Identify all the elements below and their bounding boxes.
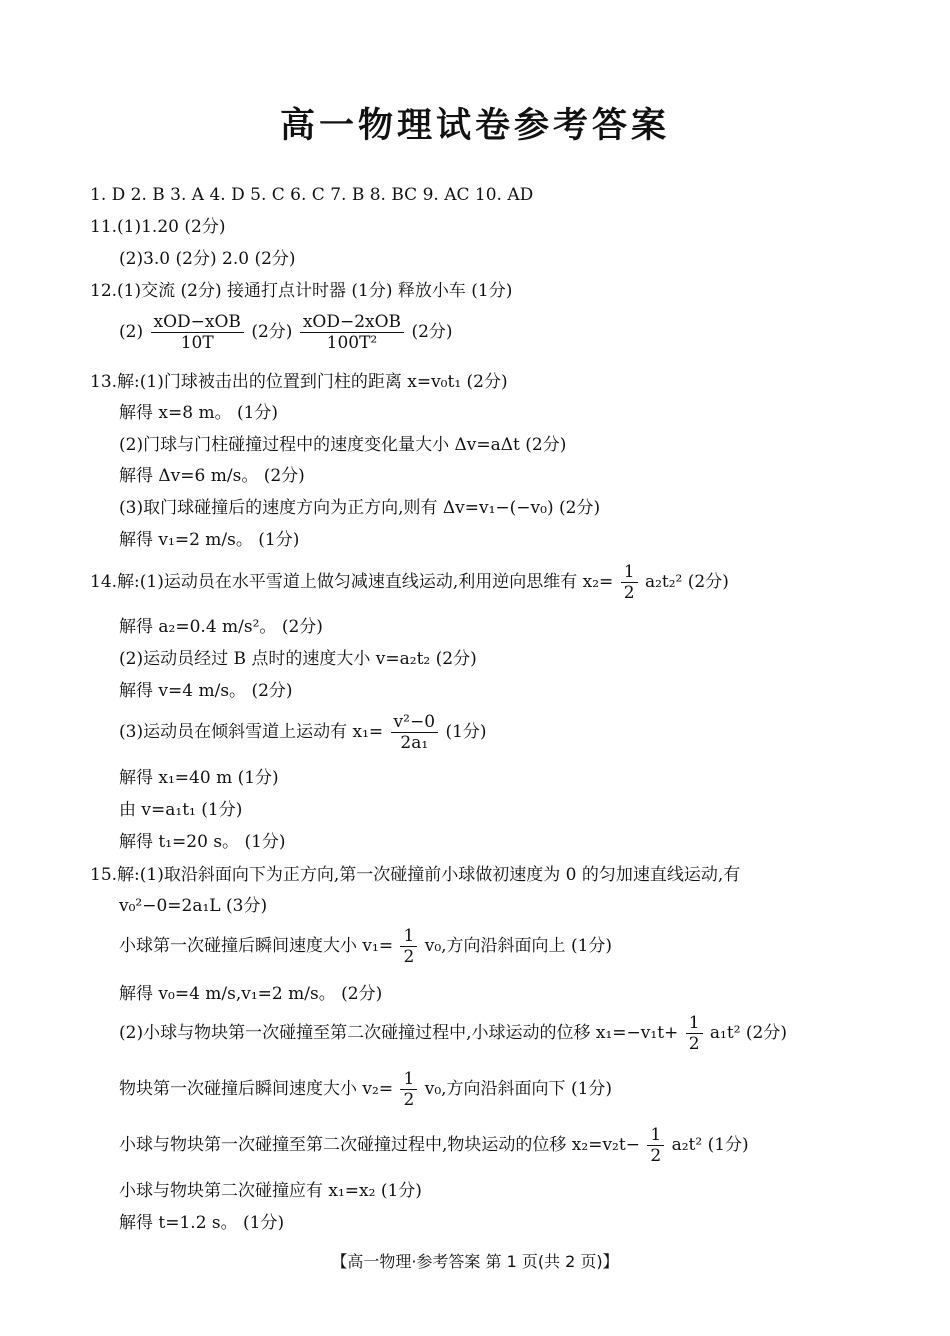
fraction xyxy=(400,926,417,967)
formula-prefix: 14.解:(1)运动员在水平雪道上做匀减速直线运动,利用逆向思维有 x₂= xyxy=(90,572,614,592)
answer-line: 解得 v=4 m/s。 (2分) xyxy=(119,681,293,701)
answer-line-formula xyxy=(119,1013,787,1054)
answer-line: 15.解:(1)取沿斜面向下为正方向,第一次碰撞前小球做初速度为 0 的匀加速直线运动,有 xyxy=(90,865,741,885)
formula-prefix: 物块第一次碰撞后瞬间速度大小 v₂= xyxy=(119,1079,394,1099)
answer-line: 解得 x₁=40 m (1分) xyxy=(119,768,279,788)
answer-line: 1. D 2. B 3. A 4. D 5. C 6. C 7. B 8. BC 9. AC 10. AD xyxy=(90,185,534,205)
fraction-denominator: 2 xyxy=(403,947,415,967)
answer-line: (2)门球与门柱碰撞过程中的速度变化量大小 Δv=aΔt (2分) xyxy=(119,435,567,455)
formula-suffix: v₀,方向沿斜面向上 (1分) xyxy=(424,936,613,956)
fraction-denominator: 2 xyxy=(688,1034,700,1054)
answer-line: (2)3.0 (2分) 2.0 (2分) xyxy=(119,249,296,269)
formula-prefix: 小球第一次碰撞后瞬间速度大小 v₁= xyxy=(119,936,394,956)
formula-suffix: v₀,方向沿斜面向下 (1分) xyxy=(424,1079,613,1099)
answer-line: (3)取门球碰撞后的速度方向为正方向,则有 Δv=v₁−(−v₀) (2分) xyxy=(119,498,601,518)
fraction-numerator: 1 xyxy=(400,926,417,947)
fraction-denominator: 10T xyxy=(180,333,214,353)
fraction-numerator: 1 xyxy=(400,1069,417,1090)
fraction-denominator: 2 xyxy=(650,1146,662,1166)
answer-line: 解得 a₂=0.4 m/s²。 (2分) xyxy=(119,617,323,637)
formula-mid: (2分) xyxy=(251,322,298,342)
fraction xyxy=(400,1069,417,1110)
formula-prefix: 小球与物块第一次碰撞至第二次碰撞过程中,物块运动的位移 x₂=v₂t− xyxy=(119,1135,640,1155)
fraction xyxy=(151,312,244,353)
answer-line-formula xyxy=(119,1069,612,1110)
page-footer: 【高一物理·参考答案 第 1 页(共 2 页)】 xyxy=(331,1252,619,1271)
fraction-denominator: 100T² xyxy=(326,333,378,353)
answer-line: 11.(1)1.20 (2分) xyxy=(90,217,226,237)
answer-line-formula xyxy=(119,312,453,353)
answer-line: 解得 t=1.2 s。 (1分) xyxy=(119,1213,285,1233)
formula-prefix: (3)运动员在倾斜雪道上运动有 x₁= xyxy=(119,722,384,742)
formula-suffix: (2分) xyxy=(411,322,453,342)
fraction xyxy=(686,1013,703,1054)
fraction-numerator: xOD−xOB xyxy=(151,312,244,333)
answer-line: 解得 x=8 m。 (1分) xyxy=(119,403,279,423)
fraction xyxy=(621,562,638,603)
fraction-numerator: xOD−2xOB xyxy=(300,312,404,333)
formula-prefix: (2)小球与物块第一次碰撞至第二次碰撞过程中,小球运动的位移 x₁=−v₁t+ xyxy=(119,1023,679,1043)
answer-line: 小球与物块第二次碰撞应有 x₁=x₂ (1分) xyxy=(119,1181,422,1201)
fraction-denominator: 2a₁ xyxy=(400,733,429,753)
fraction-numerator: 1 xyxy=(686,1013,703,1034)
fraction-denominator: 2 xyxy=(403,1090,415,1110)
fraction xyxy=(647,1125,664,1166)
answer-line: 解得 Δv=6 m/s。 (2分) xyxy=(119,466,305,486)
answer-line-formula xyxy=(90,562,729,603)
answer-line-formula xyxy=(119,926,612,967)
answer-line-formula xyxy=(119,712,487,753)
answer-line: 13.解:(1)门球被击出的位置到门柱的距离 x=v₀t₁ (2分) xyxy=(90,372,508,392)
page-title: 高一物理试卷参考答案 xyxy=(279,106,670,146)
fraction xyxy=(300,312,404,353)
formula-suffix: (1分) xyxy=(445,722,487,742)
formula-suffix: a₂t₂² (2分) xyxy=(644,572,729,592)
fraction-denominator: 2 xyxy=(623,583,635,603)
answer-line: v₀²−0=2a₁L (3分) xyxy=(119,896,268,916)
fraction xyxy=(391,712,438,753)
answer-line: 解得 v₀=4 m/s,v₁=2 m/s。 (2分) xyxy=(119,984,383,1004)
formula-suffix: a₁t² (2分) xyxy=(709,1023,788,1043)
fraction-numerator: 1 xyxy=(647,1125,664,1146)
answer-line: 解得 v₁=2 m/s。 (1分) xyxy=(119,530,300,550)
formula-suffix: a₂t² (1分) xyxy=(671,1135,749,1155)
answer-line: 由 v=a₁t₁ (1分) xyxy=(119,800,243,820)
fraction-numerator: v²−0 xyxy=(391,712,438,733)
answer-line: (2)运动员经过 B 点时的速度大小 v=a₂t₂ (2分) xyxy=(119,649,477,669)
fraction-numerator: 1 xyxy=(621,562,638,583)
formula-prefix: (2) xyxy=(119,322,144,342)
answer-line: 解得 t₁=20 s。 (1分) xyxy=(119,832,286,852)
answer-line: 12.(1)交流 (2分) 接通打点计时器 (1分) 释放小车 (1分) xyxy=(90,281,513,301)
answer-line-formula xyxy=(119,1125,749,1166)
